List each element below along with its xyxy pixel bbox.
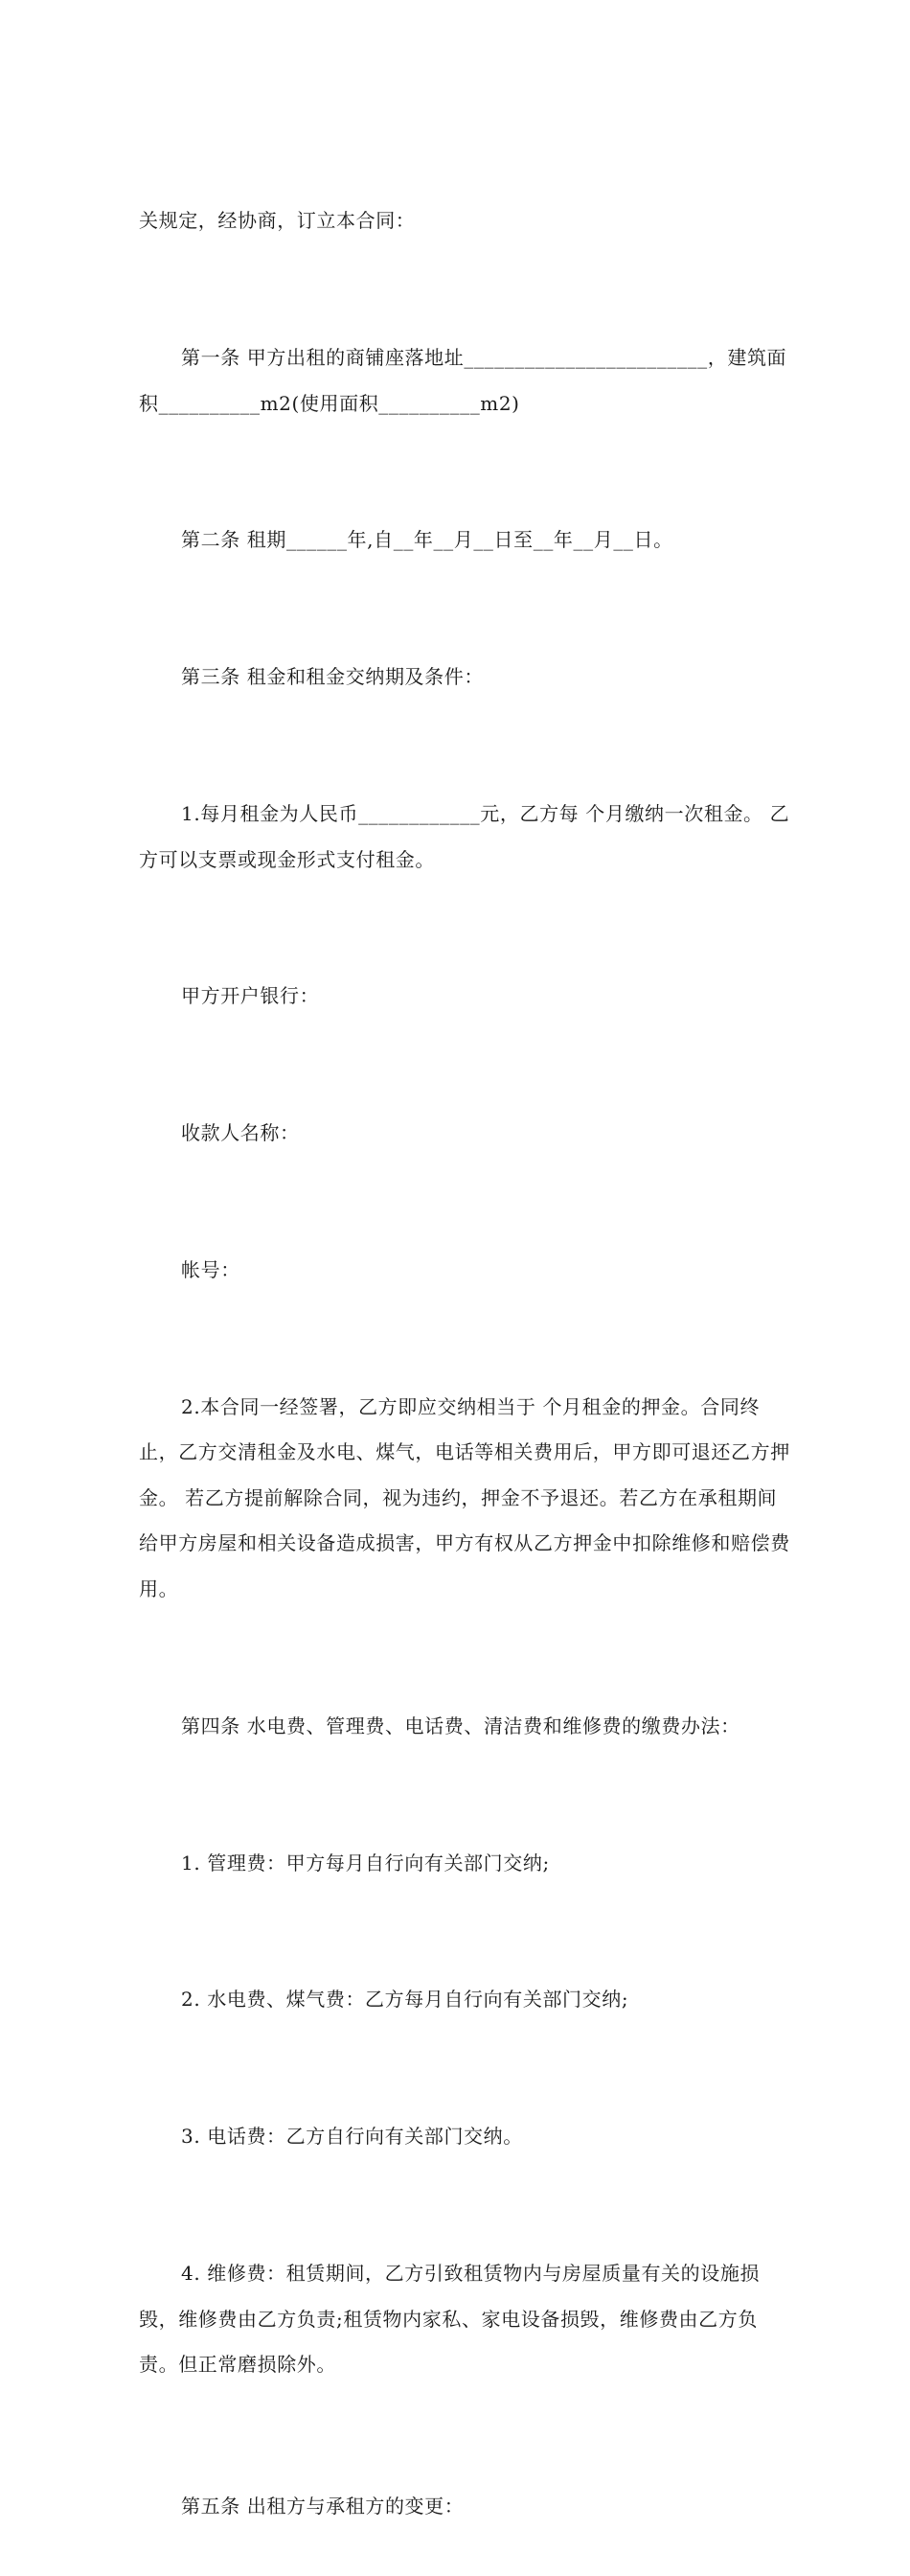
paragraph-article-4: 第四条 水电费、管理费、电话费、清洁费和维修费的缴费办法： (181, 1714, 740, 1737)
paragraph-management-fee: 1. 管理费：甲方每月自行向有关部门交纳; (181, 1851, 550, 1874)
paragraph-bank: 甲方开户银行： (181, 984, 320, 1008)
paragraph-payee: 收款人名称： (181, 1121, 300, 1145)
contract-body (139, 107, 790, 2576)
paragraph-rent-amount: 1.每月租金为人民币____________元，乙方每 个月缴纳一次租金。 乙方可以支票或现金形式支付租金。 (139, 801, 790, 871)
paragraph-account: 帐号： (181, 1257, 240, 1281)
paragraph-article-5: 第五条 出租方与承租方的变更： (181, 2494, 465, 2518)
paragraph-intro: 关规定，经协商，订立本合同： (139, 209, 416, 233)
paragraph-utilities-fee: 2. 水电费、煤气费：乙方每月自行向有关部门交纳; (181, 1988, 629, 2012)
paragraph-deposit: 2.本合同一经签署，乙方即应交纳相当于 个月租金的押金。合同终止，乙方交清租金及水电、煤气，电话等相关费用后，甲方即可退还乙方押金。 若乙方提前解除合同，视为违约，押金不予退还。若乙方在承租期间给甲方房屋和相关设备造成损害，甲方有权从乙方押金中扣除维修和赔偿费用。 (139, 1394, 790, 1600)
paragraph-article-3: 第三条 租金和租金交纳期及条件： (181, 665, 484, 689)
paragraph-article-1: 第一条 甲方出租的商铺座落地址________________________，建筑面积__________m2(使用面积__________m2) (139, 345, 787, 415)
paragraph-phone-fee: 3. 电话费：乙方自行向有关部门交纳。 (181, 2125, 523, 2149)
paragraph-article-2: 第二条 租期______年,自__年__月__日至__年__月__日。 (181, 528, 673, 552)
paragraph-repair-fee: 4. 维修费：租赁期间，乙方引致租赁物内与房屋质量有关的设施损毁，维修费由乙方负责;租赁物内家私、家电设备损毁，维修费由乙方负责。但正常磨损除外。 (139, 2261, 761, 2377)
